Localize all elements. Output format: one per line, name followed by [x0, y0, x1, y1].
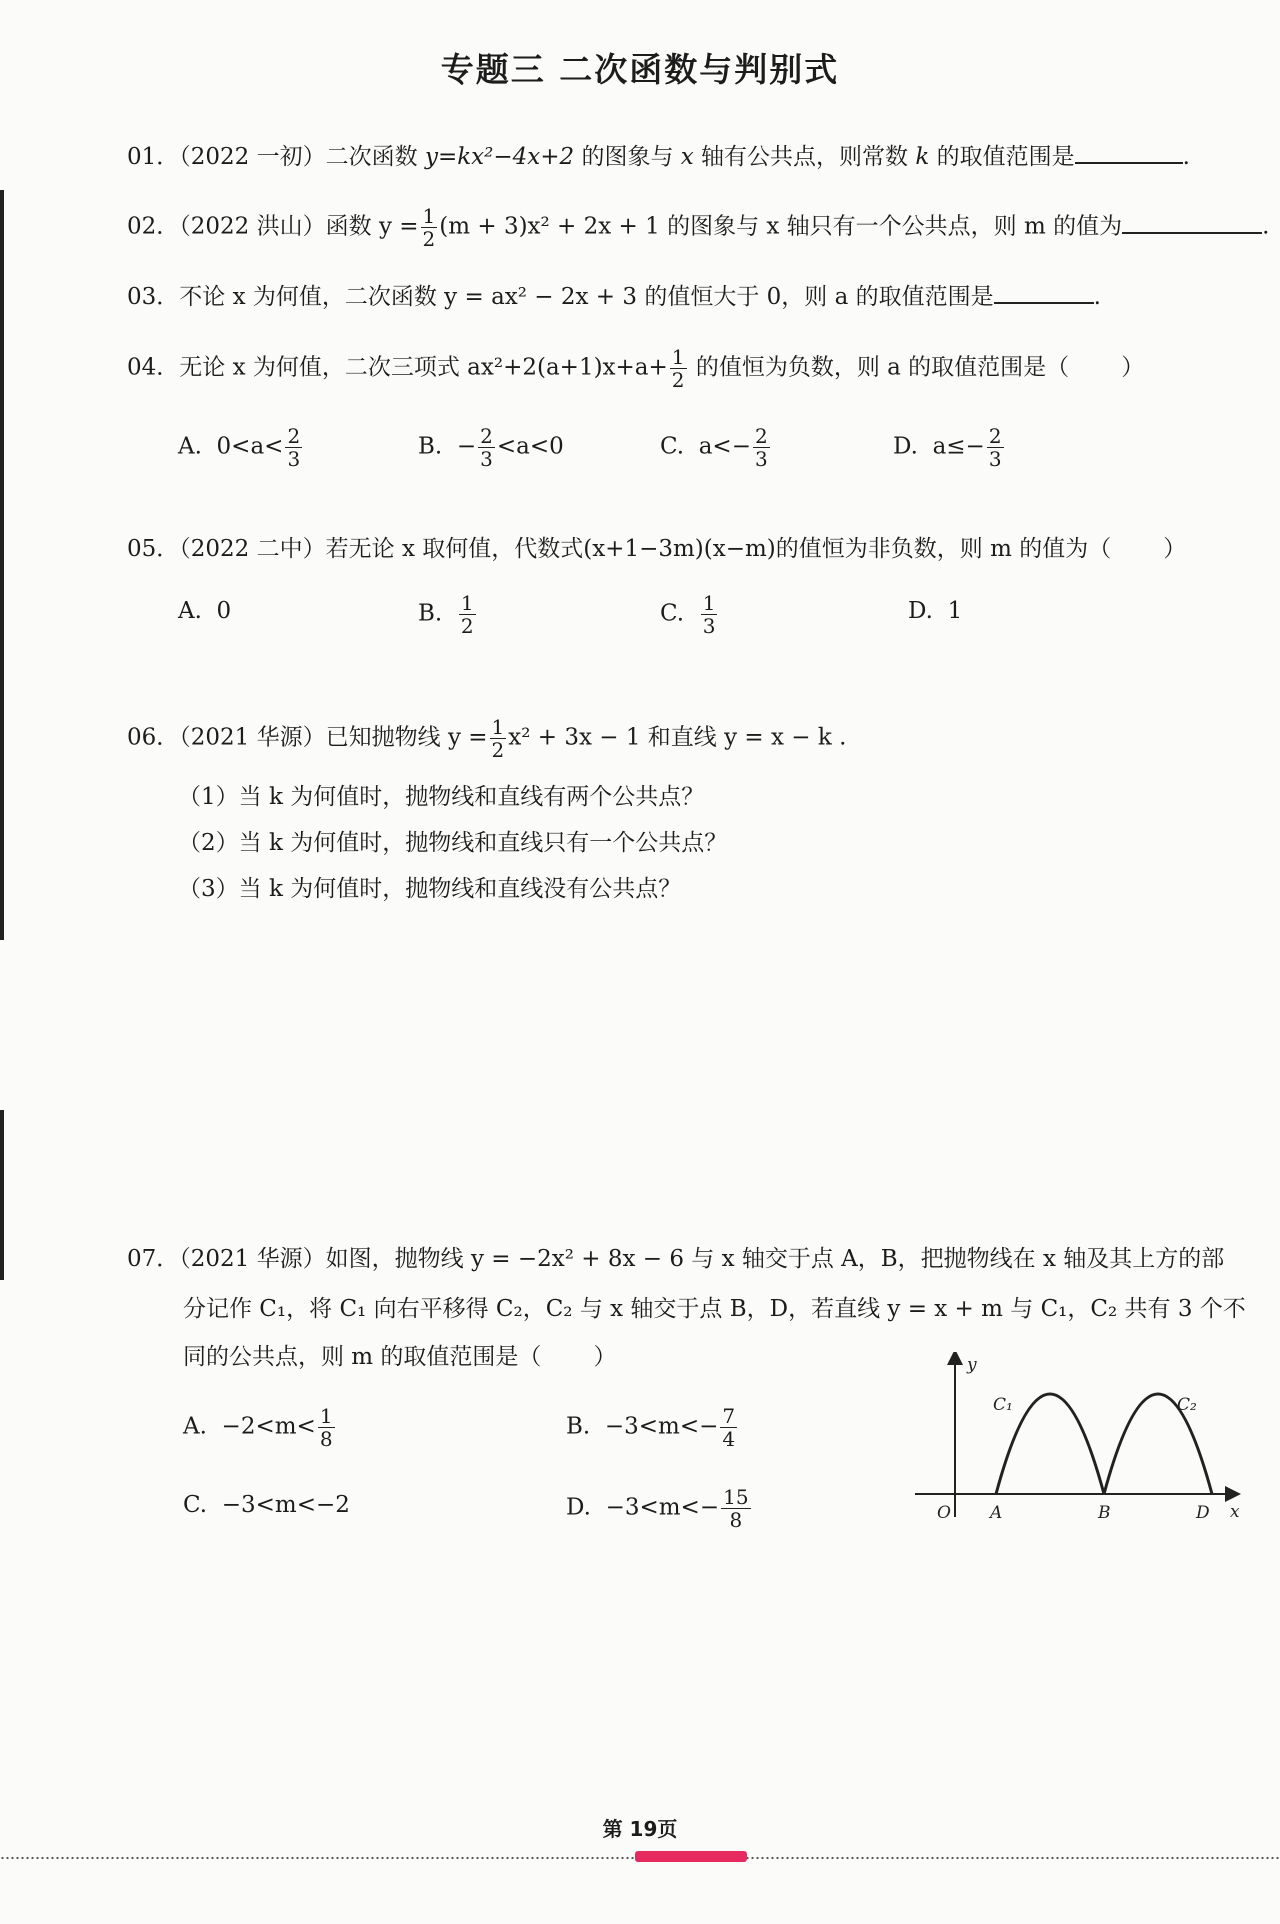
fraction-numerator: 2	[988, 424, 1002, 448]
question-text: 的图象与	[574, 144, 681, 170]
question-02: 02．（2022 洪山）函数 y = $\frac{1}{2}$ (m + 3)x² + 2x + 1 的图象与 x 轴只有一个公共点，则 m 的值为 .	[127, 204, 1270, 251]
fraction-numerator: 2	[287, 424, 301, 448]
option-label: D.	[893, 433, 918, 460]
curve-c2-label: C₂	[1177, 1395, 1197, 1415]
question-07	[127, 1240, 1224, 1278]
option-a[interactable]	[183, 1405, 337, 1450]
question-source: （2022 二中）	[179, 536, 326, 562]
option-text: −	[456, 433, 477, 460]
fraction-denominator: 2	[422, 227, 436, 251]
question-text: 如图，抛物线 y = −2x² + 8x − 6 与 x 轴交于点 A，B，把抛物线在 x 轴及其上方的部	[325, 1246, 1225, 1272]
fraction-denominator: 3	[480, 447, 493, 471]
question-source: （2021 华源）	[179, 1246, 326, 1272]
fraction-denominator: 8	[319, 1427, 333, 1451]
curve-c1-label: C₁	[993, 1395, 1013, 1415]
fraction-denominator: 3	[754, 447, 768, 471]
left-edge-shadow	[0, 1110, 4, 1280]
fraction-denominator: 4	[722, 1427, 736, 1451]
fraction-numerator: 1	[702, 591, 716, 615]
fraction	[490, 716, 507, 761]
option-label: A.	[183, 1413, 207, 1440]
fraction-numerator: 15	[723, 1485, 749, 1509]
sub-question-2: （2）当 k 为何值时，抛物线和直线只有一个公共点？	[178, 830, 728, 856]
answer-blank[interactable]	[994, 280, 1094, 304]
option-text: −3<m<−2	[221, 1492, 350, 1518]
question-text: ）	[1121, 354, 1145, 381]
question-text: 不论 x 为何值，二次函数 y = ax² − 2x + 3 的值恒大于 0，则 a 的取值范围是	[179, 284, 994, 310]
x-axis-label: x	[1230, 1502, 1240, 1522]
question-source: （2021 华源）	[179, 724, 326, 751]
variable: x	[680, 144, 694, 170]
fraction	[459, 592, 476, 637]
point-a-label: A	[990, 1503, 1003, 1523]
option-label: B.	[566, 1413, 591, 1440]
fraction	[421, 205, 438, 250]
option-label: C.	[660, 600, 685, 627]
option-label: D.	[908, 598, 933, 624]
question-text: 若无论 x 取何值，代数式(x+1−3m)(x−m)的值恒为非负数，则 m 的值为（	[325, 536, 1112, 562]
fraction-numerator: 7	[722, 1404, 736, 1428]
option-text: a≤−	[932, 433, 985, 460]
fraction-numerator: 2	[480, 424, 493, 448]
fraction-denominator: 8	[729, 1508, 743, 1532]
option-label: A.	[178, 598, 202, 624]
question-number: 01．	[127, 144, 180, 170]
option-text: 1	[947, 598, 963, 624]
question-text: 二次函数	[325, 144, 425, 170]
parabola-graph	[915, 1352, 1245, 1532]
question-text: 同的公共点，则 m 的取值范围是（	[183, 1344, 542, 1370]
question-text: ）	[1163, 536, 1187, 562]
fraction	[987, 425, 1004, 470]
y-axis-label: y	[967, 1355, 977, 1375]
option-d[interactable]	[893, 425, 1006, 470]
page-marker-bar	[635, 1851, 747, 1862]
question-text: 的取值范围是	[929, 144, 1075, 170]
answer-blank[interactable]	[1122, 210, 1262, 234]
option-label: D.	[566, 1494, 591, 1521]
page-number: 第 19页	[602, 1817, 678, 1841]
question-number: 07．	[127, 1246, 180, 1272]
question-number: 05．	[127, 536, 180, 562]
question-source: （2022 洪山）	[179, 213, 326, 240]
question-05	[127, 530, 1186, 568]
fraction	[670, 346, 687, 391]
fraction-denominator: 3	[702, 614, 716, 638]
question-source: （2022 一初）	[179, 144, 326, 170]
fraction-numerator: 1	[491, 715, 505, 739]
fraction-numerator: 1	[319, 1404, 333, 1428]
fraction-numerator: 2	[754, 424, 768, 448]
fraction-numerator: 1	[671, 345, 685, 369]
sub-question-3: （3）当 k 为何值时，抛物线和直线没有公共点？	[178, 876, 682, 902]
option-label: C.	[660, 433, 685, 460]
option-text: a<−	[698, 433, 751, 460]
answer-blank[interactable]	[1075, 140, 1183, 164]
option-label: B.	[418, 433, 443, 460]
page-title: 专题三 二次函数与判别式	[440, 50, 840, 89]
question-number: 06．	[127, 724, 180, 751]
question-07-line3	[183, 1338, 616, 1376]
question-text: 无论 x 为何值，二次三项式 ax²+2(a+1)x+a+	[179, 354, 668, 381]
question-text: (m + 3)x² + 2x + 1 的图象与 x 轴只有一个公共点，则 m 的值为	[439, 213, 1123, 240]
question-04	[127, 346, 1144, 391]
fraction	[753, 425, 770, 470]
option-a[interactable]	[178, 592, 231, 630]
option-c[interactable]	[660, 425, 772, 470]
fraction-denominator: 2	[671, 368, 685, 392]
option-label: A.	[178, 433, 202, 460]
question-number: 02．	[127, 213, 180, 240]
option-d[interactable]	[908, 592, 962, 630]
fraction-denominator: 2	[460, 614, 474, 638]
point-d-label: D	[1196, 1503, 1210, 1523]
fraction-denominator: 3	[287, 447, 301, 471]
option-d[interactable]	[566, 1486, 753, 1531]
option-b[interactable]	[418, 592, 478, 637]
fraction	[721, 1486, 750, 1531]
question-03: 03．不论 x 为何值，二次函数 y = ax² − 2x + 3 的值恒大于 0，则 a 的取值范围是 .	[127, 278, 1101, 316]
fraction	[478, 425, 495, 470]
option-text: −2<m<	[221, 1413, 316, 1440]
fraction-denominator: 3	[988, 447, 1002, 471]
variable: k	[915, 144, 930, 170]
point-b-label: B	[1098, 1503, 1111, 1523]
question-text: ）	[593, 1344, 617, 1370]
option-text: <a<0	[496, 433, 564, 460]
question-text: 已知抛物线 y =	[325, 724, 488, 751]
option-c[interactable]	[660, 592, 719, 637]
option-text: −3<m<−	[604, 1413, 719, 1440]
fraction	[701, 592, 718, 637]
question-text: x² + 3x − 1 和直线 y = x − k .	[508, 724, 847, 751]
fraction-numerator: 1	[422, 204, 436, 228]
question-number: 03．	[127, 284, 180, 310]
question-06	[127, 716, 846, 761]
option-a[interactable]	[178, 425, 304, 470]
fraction-denominator: 2	[491, 738, 505, 762]
equation: y=kx²−4x+2	[424, 144, 575, 170]
option-b[interactable]	[418, 425, 564, 470]
option-b[interactable]	[566, 1405, 739, 1450]
option-label: B.	[418, 600, 443, 627]
question-01: 01．（2022 一初）二次函数 y=kx²−4x+2 的图象与 x 轴有公共点，则常数 k 的取值范围是 .	[127, 138, 1190, 176]
option-text: 0	[216, 598, 232, 624]
fraction	[720, 1405, 737, 1450]
option-c[interactable]	[183, 1486, 350, 1524]
fraction	[318, 1405, 335, 1450]
fraction-numerator: 1	[460, 591, 474, 615]
question-number: 04．	[127, 354, 180, 381]
option-text: −3<m<−	[605, 1494, 720, 1521]
origin-label: O	[937, 1503, 951, 1523]
fraction	[285, 425, 302, 470]
question-07-line2: 分记作 C₁，将 C₁ 向右平移得 C₂，C₂ 与 x 轴交于点 B，D，若直线 y = x + m 与 C₁，C₂ 共有 3 个不	[183, 1296, 1246, 1322]
question-text: 的值恒为负数，则 a 的取值范围是（	[688, 354, 1070, 381]
left-edge-shadow	[0, 190, 4, 940]
option-label: C.	[183, 1492, 208, 1518]
question-text: 轴有公共点，则常数	[693, 144, 916, 170]
sub-question-1: （1）当 k 为何值时，抛物线和直线有两个公共点？	[178, 784, 705, 810]
question-text: 函数 y =	[325, 213, 419, 240]
option-text: 0<a<	[216, 433, 284, 460]
